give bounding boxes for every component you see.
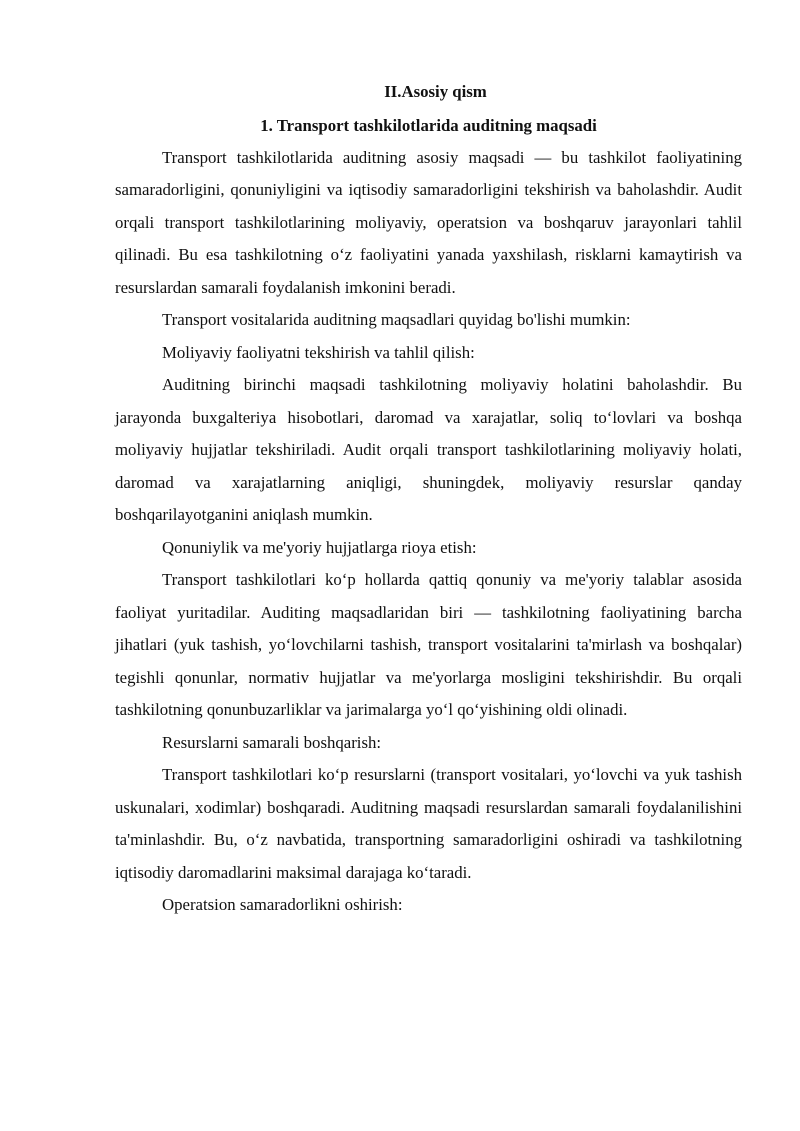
paragraph-goals-lead: Transport vositalarida auditning maqsadlari quyidag bo'lishi mumkin: <box>162 310 631 329</box>
subsection-title: 1. Transport tashkilotlarida auditning maqsadi <box>260 115 597 135</box>
subheading-operational: Operatsion samaradorlikni oshirish: <box>162 895 403 914</box>
paragraph-financial: Auditning birinchi maqsadi tashkilotning moliyaviy holatini baholashdir. Bu jarayonda buxgalteriya hisobotlari, daromad va xarajatlar, soliq toʻlovlari va boshqa moliyaviy hujjatlar tekshiriladi. Audit orqali transport tashkilotlarining moliyaviy holati, daromad va xarajatlarning aniqligi, shuningdek, moliyaviy resurslar qanday boshqarilayotganini aniqlash mumkin. <box>115 375 742 524</box>
paragraph-legal: Transport tashkilotlari koʻp hollarda qattiq qonuniy va me'yoriy talablar asosida faoliyat yuritadilar. Auditing maqsadlaridan biri — tashkilotning faoliyatining barcha jihatlari (yuk tashish, yoʻlovchilarni tashish, transport vositalarini ta'mirlash va boshqalar) tegishli qonunlar, normativ hujjatlar va me'yorlarga mosligini tekshirishdir. Bu orqali tashkilotning qonunbuzarliklar va jarimalarga yoʻl qoʻyishining oldi olinadi. <box>115 570 742 719</box>
subheading-financial: Moliyaviy faoliyatni tekshirish va tahlil qilish: <box>162 342 475 362</box>
section-title: II.Asosiy qism <box>384 82 487 101</box>
subheading-legal: Qonuniylik va me'yoriy hujjatlarga rioya etish: <box>162 537 477 557</box>
document-page <box>115 76 742 922</box>
paragraph-resources: Transport tashkilotlari koʻp resurslarni (transport vositalari, yoʻlovchi va yuk tashish uskunalari, xodimlar) boshqaradi. Auditning maqsadi resurslardan samarali foydalanilishini ta'minlashdir. Bu, oʻz navbatida, transportning samaradorligini oshiradi va tashkilotning iqtisodiy daromadlarini maksimal darajaga koʻtaradi. <box>115 765 742 882</box>
subheading-resources: Resurslarni samarali boshqarish: <box>162 732 382 752</box>
paragraph-intro: Transport tashkilotlarida auditning asosiy maqsadi — bu tashkilot faoliyatining samaradorligini, qonuniyligini va iqtisodiy samaradorligini tekshirish va baholashdir. Audit orqali transport tashkilotlarining moliyaviy, operatsion va boshqaruv jarayonlari tahlil qilinadi. Bu esa tashkilotning oʻz faoliyatini yanada yaxshilash, risklarni kamaytirish va resurslardan samarali foydalanish imkonini beradi. <box>115 147 742 297</box>
